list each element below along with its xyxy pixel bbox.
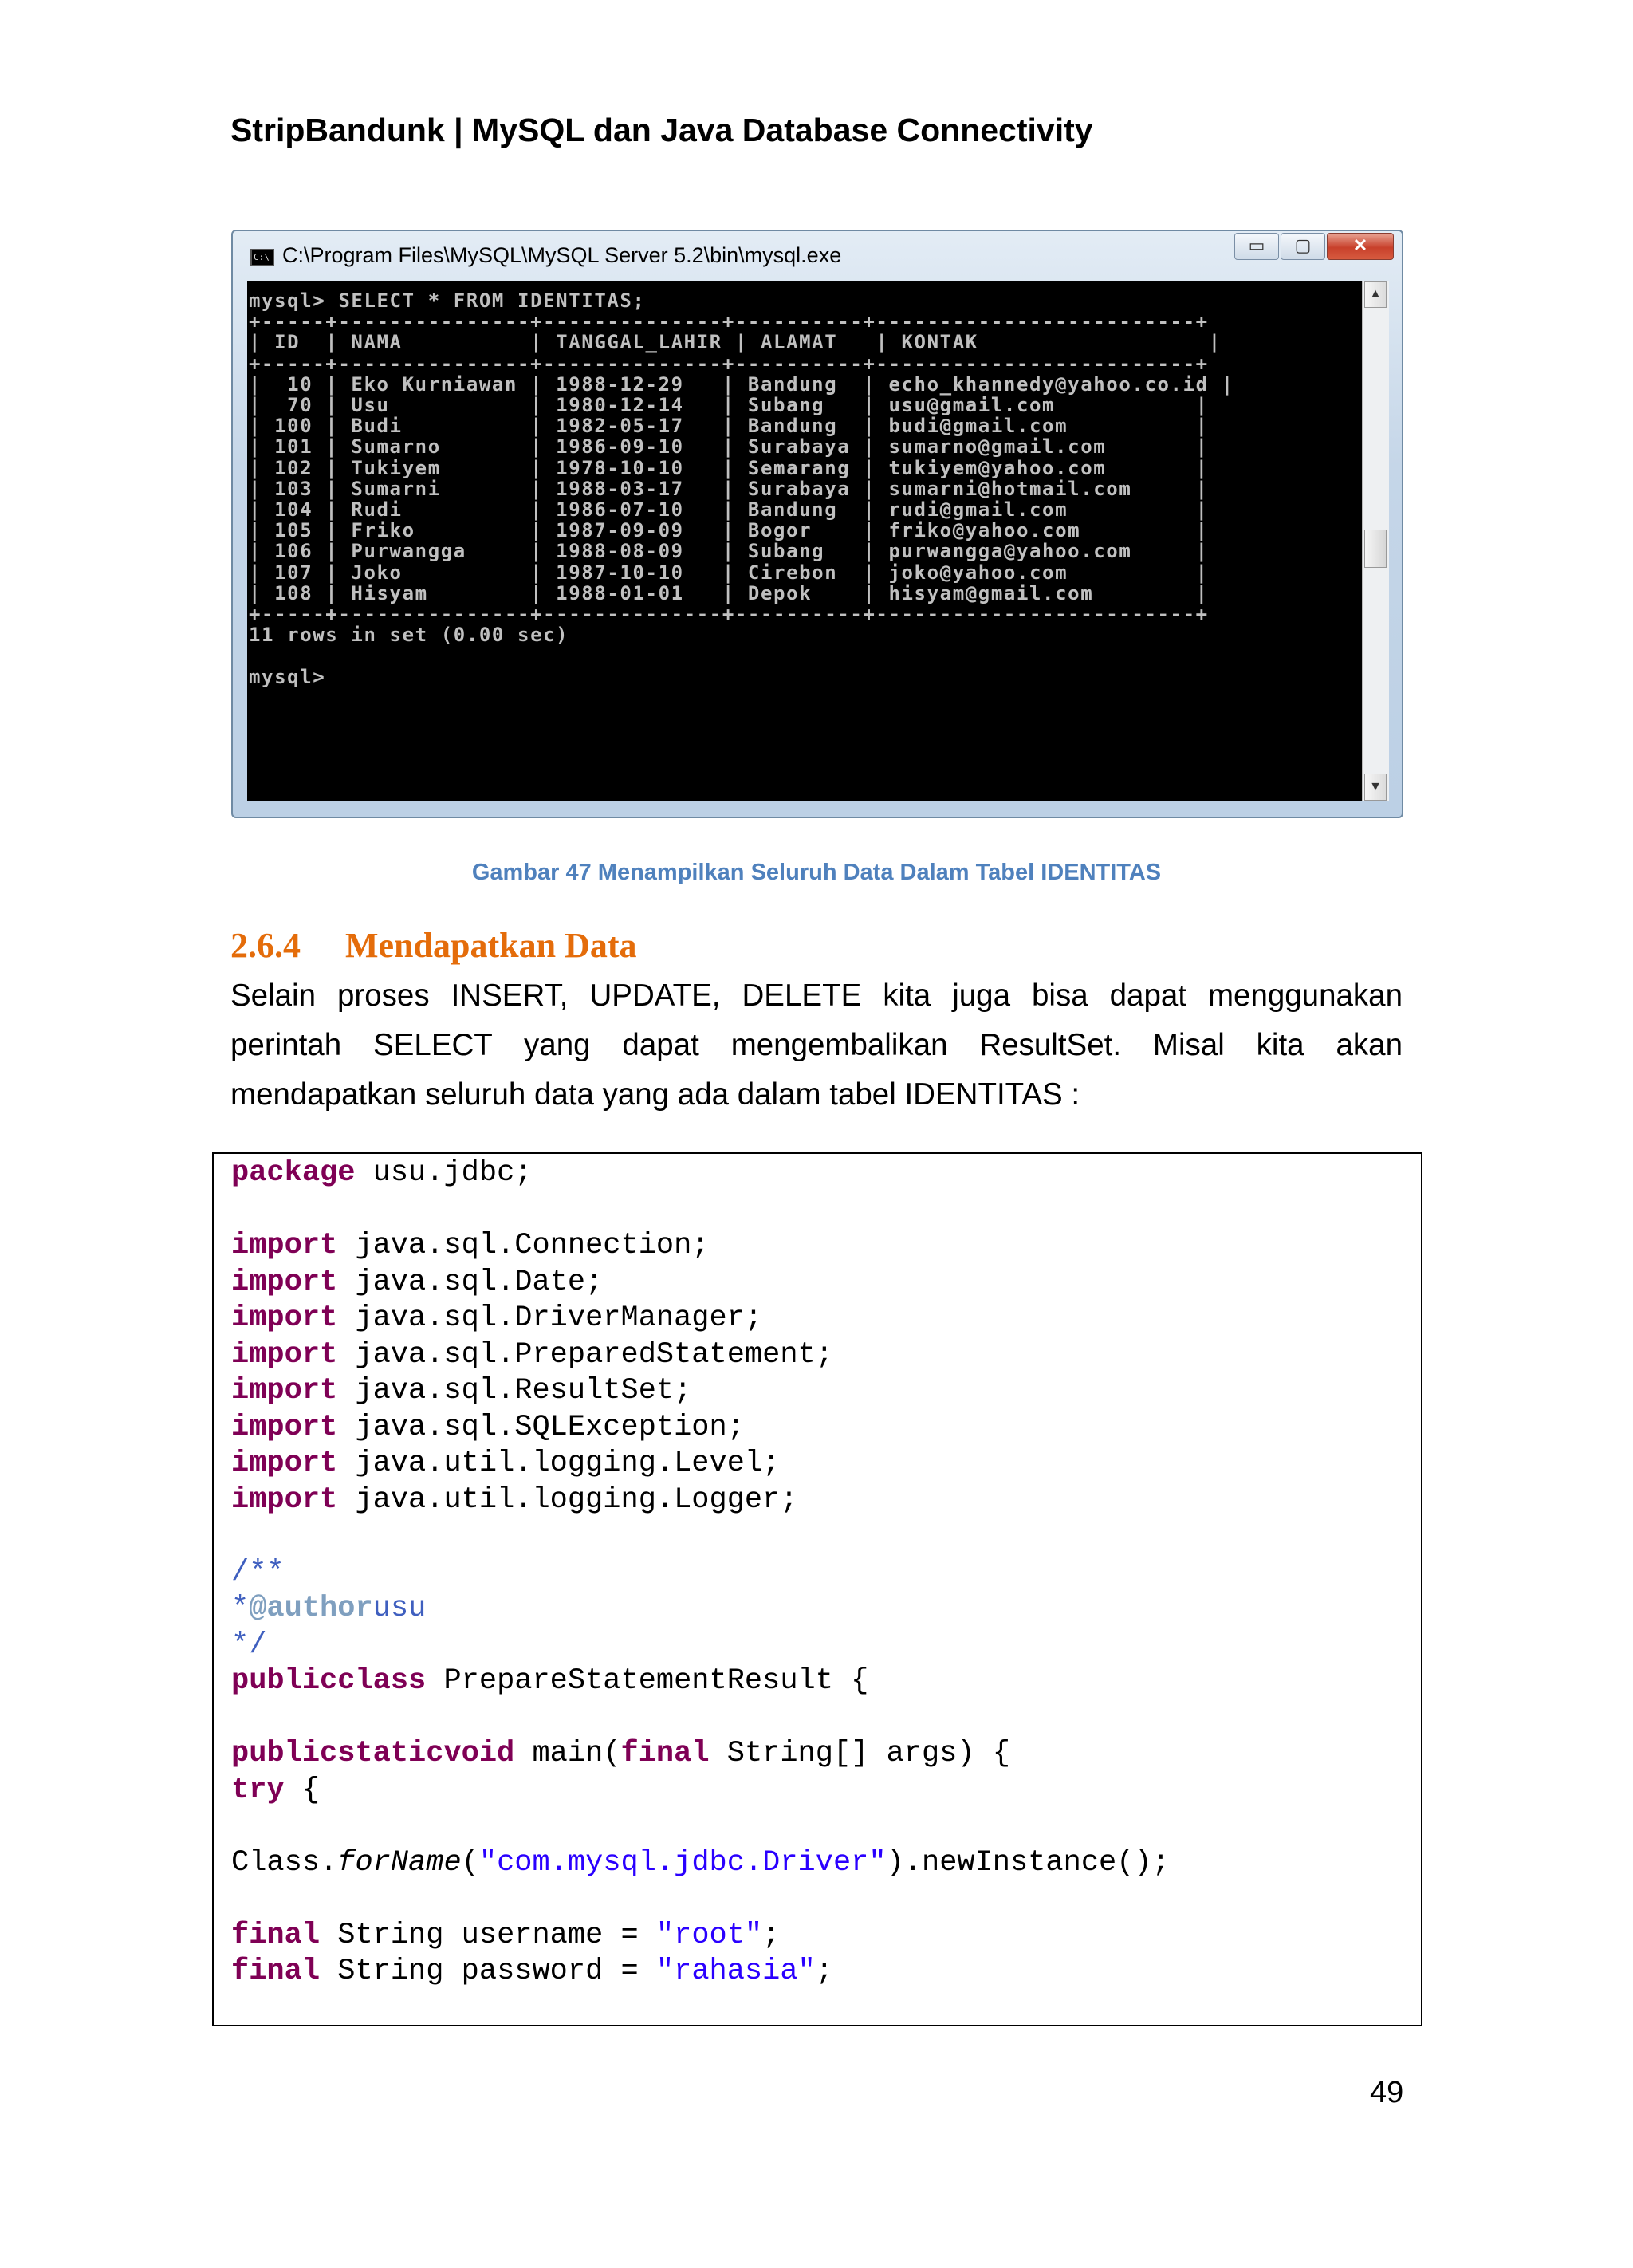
keyword: publicclass [231, 1664, 427, 1698]
code-text: Class. [231, 1845, 338, 1880]
body-paragraph [230, 971, 1403, 1120]
section-title: Mendapatkan Data [345, 926, 637, 965]
keyword: import [231, 1229, 338, 1262]
code-text: { [284, 1773, 321, 1807]
vertical-scrollbar[interactable] [1362, 281, 1389, 801]
code-text: ; [762, 1918, 781, 1952]
section-number: 2.6.4 [230, 926, 301, 965]
paragraph-line: mendapatkan seluruh data yang ada dalam tabel IDENTITAS : [230, 1077, 1080, 1112]
javadoc-comment: usu [372, 1592, 427, 1625]
minimize-icon: ▭ [1248, 235, 1265, 255]
keyword: publicstaticvoid [231, 1737, 515, 1770]
console-output-area[interactable] [247, 281, 1375, 801]
string-literal: "root" [655, 1918, 763, 1952]
code-text: ; [815, 1955, 833, 1988]
code-text: PrepareStatementResult { [426, 1664, 869, 1698]
scroll-down-button[interactable] [1364, 774, 1387, 801]
keyword: import [231, 1482, 338, 1517]
code-text: usu.jdbc; [355, 1156, 533, 1190]
code-text: main( [514, 1737, 621, 1770]
console-output: mysql> SELECT * FROM IDENTITAS; +-----+---------------+--------------+----------+-------------------------+ | ID | NAMA | TANGGAL_LAHIR | ALAMAT | KONTAK | +-----+---------------+--------------+----------+-------------------------+ | 10 | Eko Kurniawan | 1988-12-29 | Bandung | echo_khannedy@yahoo.co.id | | 70 | Usu | 1980-12-14 | Subang | usu@gmail.com | | 100 | Budi | 1982-05-17 | Bandung | budi@gmail.com | | 101 | Sumarno | 1986-09-10 | Surabaya | sumarno@gmail.com | | 102 | Tukiyem | 1978-10-10 | Semarang | tukiyem@yahoo.com | | 103 | Sumarni | 1988-03-17 | Surabaya | sumarni@hotmail.com | | 104 | Rudi | 1986-07-10 | Bandung | rudi@gmail.com | | 105 | Friko | 1987-09-09 | Bogor | friko@yahoo.com | | 106 | Purwangga | 1988-08-09 | Subang | purwangga@yahoo.com | | 107 | Joko | 1987-10-10 | Cirebon | joko@yahoo.com | | 108 | Hisyam | 1988-01-01 | Depok | hisyam@gmail.com | +-----+---------------+--------------+----------+-------------------------+ 11 rows in set (0.00 sec) mysql> [249, 289, 1234, 688]
code-text: ( [461, 1845, 479, 1880]
paragraph-line: perintah SELECT yang dapat mengembalikan ResultSet. Misal kita akan [230, 1028, 1403, 1062]
javadoc-comment: */ [231, 1628, 267, 1662]
minimize-button[interactable] [1234, 233, 1279, 260]
figure-caption: Gambar 47 Menampilkan Seluruh Data Dalam Tabel IDENTITAS [471, 860, 1162, 885]
keyword: import [231, 1337, 338, 1372]
keyword: final [620, 1737, 710, 1770]
javadoc-comment: /** [231, 1555, 285, 1589]
keyword: import [231, 1374, 338, 1408]
code-text: String password = [320, 1955, 656, 1988]
string-literal: "rahasia" [655, 1955, 816, 1988]
scroll-up-button[interactable] [1364, 281, 1387, 308]
chevron-down-icon: ▼ [1369, 780, 1382, 793]
import-line: java.sql.DriverManager; [337, 1301, 763, 1335]
window-title: C:\Program Files\MySQL\MySQL Server 5.2\bin\mysql.exe [282, 243, 842, 267]
java-code [231, 1156, 1170, 1990]
code-text: String[] args) { [709, 1737, 1010, 1770]
keyword: try [231, 1773, 285, 1807]
window-titlebar[interactable] [233, 231, 1402, 281]
keyword: final [231, 1918, 321, 1952]
import-line: java.sql.Connection; [337, 1229, 710, 1262]
keyword: import [231, 1265, 338, 1299]
window-controls [1233, 233, 1394, 262]
page-header: StripBandunk | MySQL dan Java Database Connectivity [230, 112, 1093, 148]
import-line: java.util.logging.Logger; [337, 1482, 798, 1517]
paragraph-line: Selain proses INSERT, UPDATE, DELETE kita juga bisa dapat menggunakan [230, 978, 1403, 1013]
import-line: java.sql.SQLException; [337, 1410, 745, 1444]
code-text: String username = [320, 1918, 656, 1952]
keyword: package [231, 1156, 356, 1190]
keyword: import [231, 1301, 338, 1335]
section-heading [230, 925, 637, 966]
import-line: java.sql.PreparedStatement; [337, 1337, 833, 1372]
mysql-console-window [231, 230, 1403, 818]
close-button[interactable] [1327, 233, 1394, 260]
import-line: java.sql.Date; [337, 1265, 604, 1299]
maximize-icon: ▢ [1294, 235, 1312, 255]
keyword: final [231, 1955, 321, 1988]
code-text: ).newInstance(); [886, 1845, 1170, 1880]
keyword: import [231, 1410, 338, 1444]
javadoc-tag: @author [249, 1592, 373, 1625]
code-listing [212, 1152, 1422, 2026]
import-line: java.sql.ResultSet; [337, 1374, 692, 1408]
page-number: 49 [1370, 2076, 1404, 2109]
code-method: forName [337, 1845, 462, 1880]
close-icon: ✕ [1352, 235, 1368, 255]
keyword: import [231, 1447, 338, 1480]
import-line: java.util.logging.Level; [337, 1447, 781, 1480]
string-literal: "com.mysql.jdbc.Driver" [478, 1845, 887, 1880]
cmd-icon: C:\ [250, 249, 274, 266]
chevron-up-icon: ▲ [1369, 287, 1382, 301]
scroll-thumb[interactable] [1364, 530, 1387, 568]
javadoc-comment: * [231, 1592, 250, 1625]
maximize-button[interactable] [1281, 233, 1325, 260]
